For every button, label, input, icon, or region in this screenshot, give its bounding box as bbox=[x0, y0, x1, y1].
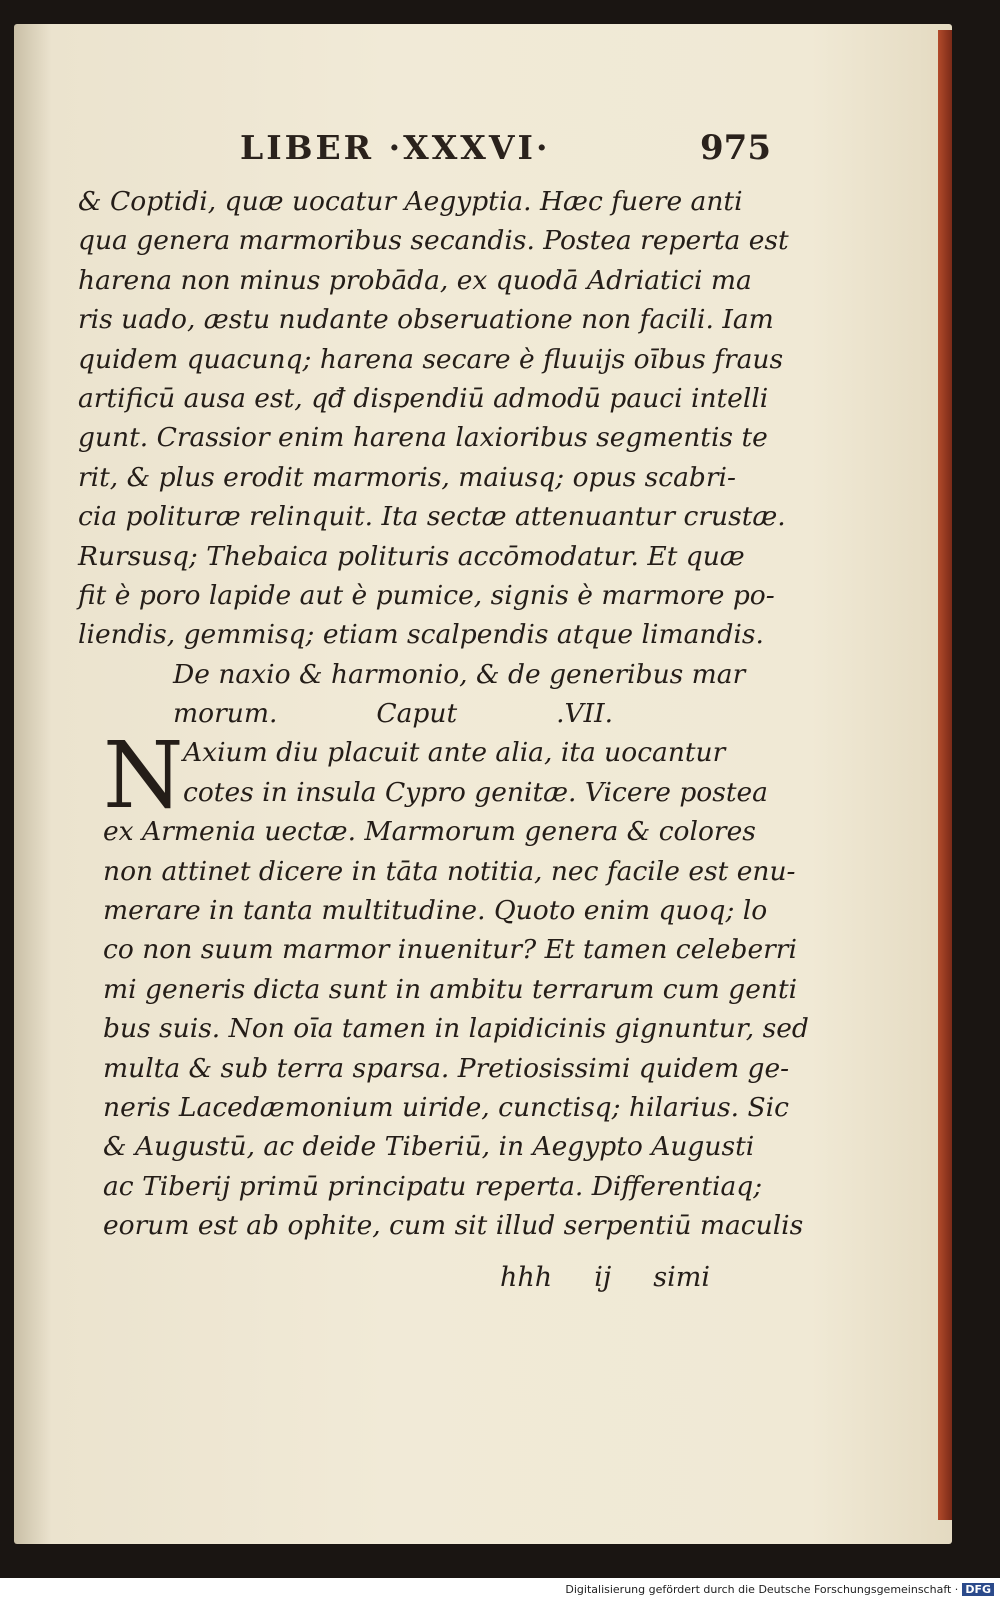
text-line: eorum est ab ophite, cum sit illud serpentiū maculis bbox=[103, 1210, 804, 1242]
text-line: rit, & plus erodit marmoris, maiusq; opus scabri- bbox=[78, 461, 736, 493]
text-line: harena non minus probāda, ex quodā Adriatici ma bbox=[78, 264, 752, 296]
text-line: Axium diu placuit ante alia, ita uocantur bbox=[183, 737, 726, 769]
drop-initial: N bbox=[103, 722, 184, 830]
text-line: liendis, gemmisq; etiam scalpendis atque limandis. bbox=[78, 619, 764, 651]
signature-line bbox=[500, 1262, 710, 1293]
chapter-heading bbox=[173, 655, 746, 734]
dfg-logo: DFG bbox=[962, 1583, 994, 1596]
text-line: qua genera marmoribus secandis. Postea reperta est bbox=[78, 225, 789, 257]
running-head: LIBER ·XXXVI· bbox=[240, 128, 551, 167]
digitization-credit bbox=[565, 1583, 994, 1596]
text-line: bus suis. Non oīa tamen in lapidicinis gignuntur, sed bbox=[103, 1013, 809, 1045]
signature-number: ij bbox=[594, 1262, 612, 1293]
text-line: ac Tiberij primū principatu reperta. Differentiaq; bbox=[103, 1170, 763, 1202]
signature-mark: hhh bbox=[500, 1262, 553, 1293]
text-line: artificū ausa est, qđ dispendiū admodū pauci intelli bbox=[78, 382, 769, 414]
credit-text: Digitalisierung gefördert durch die Deutsche Forschungsgemeinschaft · bbox=[565, 1583, 959, 1596]
text-line: Rursusq; Thebaica polituris accōmodatur. Et quæ bbox=[78, 540, 745, 572]
text-line: ex Armenia uectæ. Marmorum genera & colores bbox=[103, 816, 756, 848]
text-line: quidem quacunq; harena secare è fluuijs oībus fraus bbox=[78, 343, 784, 375]
text-line: multa & sub terra sparsa. Pretiosissimi quidem ge- bbox=[103, 1052, 790, 1084]
text-line: & Coptidi, quæ uocatur Aegyptia. Hæc fuere anti bbox=[78, 186, 743, 217]
main-text bbox=[78, 182, 809, 1246]
page-number: 975 bbox=[700, 128, 771, 168]
text-line: ris uado, æstu nudante obseruatione non facili. Iam bbox=[78, 304, 774, 336]
chapter-heading-line bbox=[173, 694, 613, 733]
text-line: neris Lacedæmonium uiride, cunctisq; hilarius. Sic bbox=[103, 1091, 789, 1123]
catchword: simi bbox=[653, 1262, 710, 1293]
page-header bbox=[0, 128, 1000, 178]
chapter-caput-label: Caput bbox=[376, 698, 458, 730]
text-line: gunt. Crassior enim harena laxioribus segmentis te bbox=[78, 422, 768, 454]
text-line: cotes in insula Cypro genitæ. Vicere postea bbox=[183, 776, 768, 808]
chapter-body bbox=[103, 722, 809, 1245]
text-line: merare in tanta multitudine. Quoto enim quoq; lo bbox=[103, 895, 768, 927]
text-line: mi generis dicta sunt in ambitu terrarum cum genti bbox=[103, 973, 798, 1005]
chapter-heading-line: De naxio & harmonio, & de generibus mar bbox=[173, 658, 746, 690]
chapter-number: .VII. bbox=[556, 698, 613, 730]
page-edge bbox=[938, 30, 952, 1520]
text-line: non attinet dicere in tāta notitia, nec facile est enu- bbox=[103, 855, 796, 887]
text-line: co non suum marmor inuenitur? Et tamen celeberri bbox=[103, 934, 797, 966]
text-line: & Augustū, ac deide Tiberiū, in Aegypto Augusti bbox=[103, 1131, 755, 1163]
text-line: fit è poro lapide aut è pumice, signis è marmore po- bbox=[78, 579, 775, 611]
text-line: cia polituræ relinquit. Ita sectæ attenuantur crustæ. bbox=[78, 501, 786, 533]
chapter-heading-word: morum. bbox=[173, 698, 278, 730]
